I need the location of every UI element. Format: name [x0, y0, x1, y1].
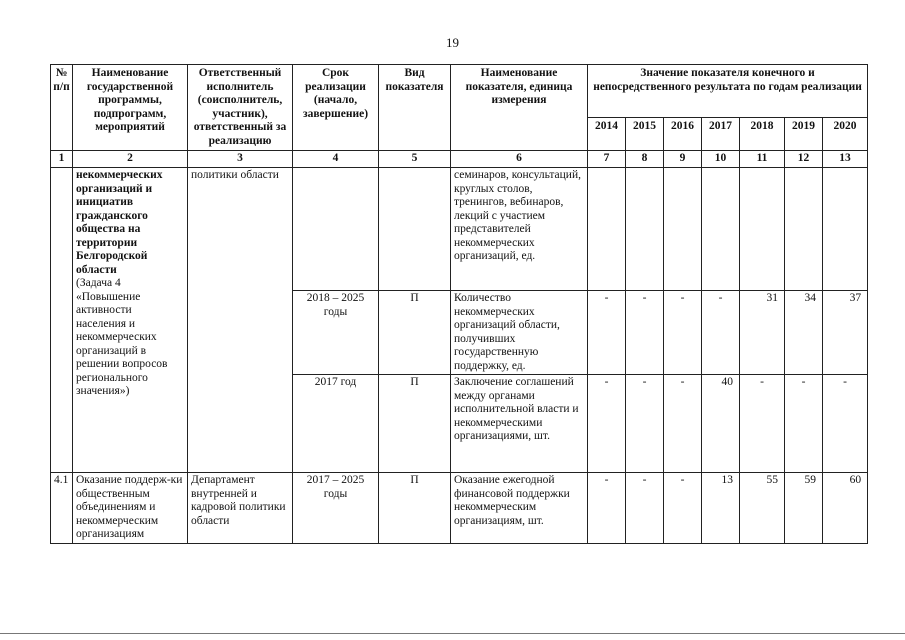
column-number: 13 [823, 151, 868, 168]
year-header: 2014 [588, 118, 626, 151]
value-cell: 34 [785, 291, 823, 375]
value-cell: - [588, 375, 626, 473]
year-header: 2017 [702, 118, 740, 151]
kind-cell: П [379, 291, 451, 375]
page-bottom-rule [0, 633, 905, 634]
column-number: 6 [451, 151, 588, 168]
page-number: 19 [446, 35, 459, 50]
row-num-cell: 4.1 [51, 473, 73, 544]
program-task: (Задача 4 «Повышение активности населения и некоммерческих организаций в решении вопросов регионального значения») [76, 277, 168, 397]
value-cell: - [626, 473, 664, 544]
column-number: 9 [664, 151, 702, 168]
value-cell [626, 168, 664, 291]
kind-cell [379, 168, 451, 291]
value-cell: - [588, 473, 626, 544]
column-number: 1 [51, 151, 73, 168]
column-number: 5 [379, 151, 451, 168]
value-cell: - [740, 375, 785, 473]
program-table [50, 64, 868, 544]
indicator-cell: Оказание ежегодной финансовой поддержки некоммерческим организациям, шт. [451, 473, 588, 544]
value-cell [785, 168, 823, 291]
value-cell [823, 168, 868, 291]
kind-cell: П [379, 375, 451, 473]
year-header: 2015 [626, 118, 664, 151]
executor-cell: политики области [188, 168, 293, 473]
value-cell: - [702, 291, 740, 375]
column-number: 7 [588, 151, 626, 168]
value-cell: 59 [785, 473, 823, 544]
table-row [51, 473, 868, 544]
year-header: 2016 [664, 118, 702, 151]
indicator-cell: Заключение соглашений между органами исполнительной власти и некоммерческими организациями, шт. [451, 375, 588, 473]
header-indicator-name: Наименование показателя, единица измерения [451, 65, 588, 151]
value-cell [702, 168, 740, 291]
value-cell: - [626, 291, 664, 375]
year-header: 2018 [740, 118, 785, 151]
value-cell: 31 [740, 291, 785, 375]
year-header: 2019 [785, 118, 823, 151]
header-executor: Ответственный исполнитель (соисполнитель, участник), ответственный за реализацию [188, 65, 293, 151]
value-cell: - [664, 375, 702, 473]
value-cell [740, 168, 785, 291]
row-num-cell [51, 168, 73, 473]
value-cell: 60 [823, 473, 868, 544]
period-cell: 2017 год [293, 375, 379, 473]
column-number: 2 [73, 151, 188, 168]
value-cell: - [626, 375, 664, 473]
indicator-cell: семинаров, консультаций, круглых столов, тренингов, вебинаров, лекций с участием представителей некоммерческих организаций, ед. [451, 168, 588, 291]
column-number: 10 [702, 151, 740, 168]
program-name-cell [73, 168, 188, 473]
value-cell: - [588, 291, 626, 375]
column-number: 3 [188, 151, 293, 168]
value-cell: 40 [702, 375, 740, 473]
value-cell: 55 [740, 473, 785, 544]
header-indicator-kind: Вид показателя [379, 65, 451, 151]
executor-cell: Департамент внутренней и кадровой политики области [188, 473, 293, 544]
program-name-bold: некоммерческих организаций и инициатив гражданского общества на территории Белгородской области [76, 169, 163, 276]
column-number: 4 [293, 151, 379, 168]
column-number: 12 [785, 151, 823, 168]
column-number: 8 [626, 151, 664, 168]
period-cell: 2018 – 2025 годы [293, 291, 379, 375]
value-cell: 37 [823, 291, 868, 375]
value-cell: - [664, 473, 702, 544]
kind-cell: П [379, 473, 451, 544]
header-program-name: Наименование государственной программы, подпрограмм, мероприятий [73, 65, 188, 151]
year-header: 2020 [823, 118, 868, 151]
value-cell: - [785, 375, 823, 473]
value-cell [588, 168, 626, 291]
value-cell [664, 168, 702, 291]
column-numbers-row [51, 151, 868, 168]
program-name-cell: Оказание поддерж-ки общественным объединениям и некоммерческим организациям [73, 473, 188, 544]
header-values-group: Значение показателя конечного и непосредственного результата по годам реализации [588, 65, 868, 118]
column-number: 11 [740, 151, 785, 168]
period-cell: 2017 – 2025 годы [293, 473, 379, 544]
value-cell: - [823, 375, 868, 473]
indicator-cell: Количество некоммерческих организаций области, получивших государственную поддержку, ед. [451, 291, 588, 375]
header-num: № п/п [51, 65, 73, 151]
period-cell [293, 168, 379, 291]
value-cell: - [664, 291, 702, 375]
table-row [51, 168, 868, 291]
header-period: Срок реализации (начало, завершение) [293, 65, 379, 151]
value-cell: 13 [702, 473, 740, 544]
